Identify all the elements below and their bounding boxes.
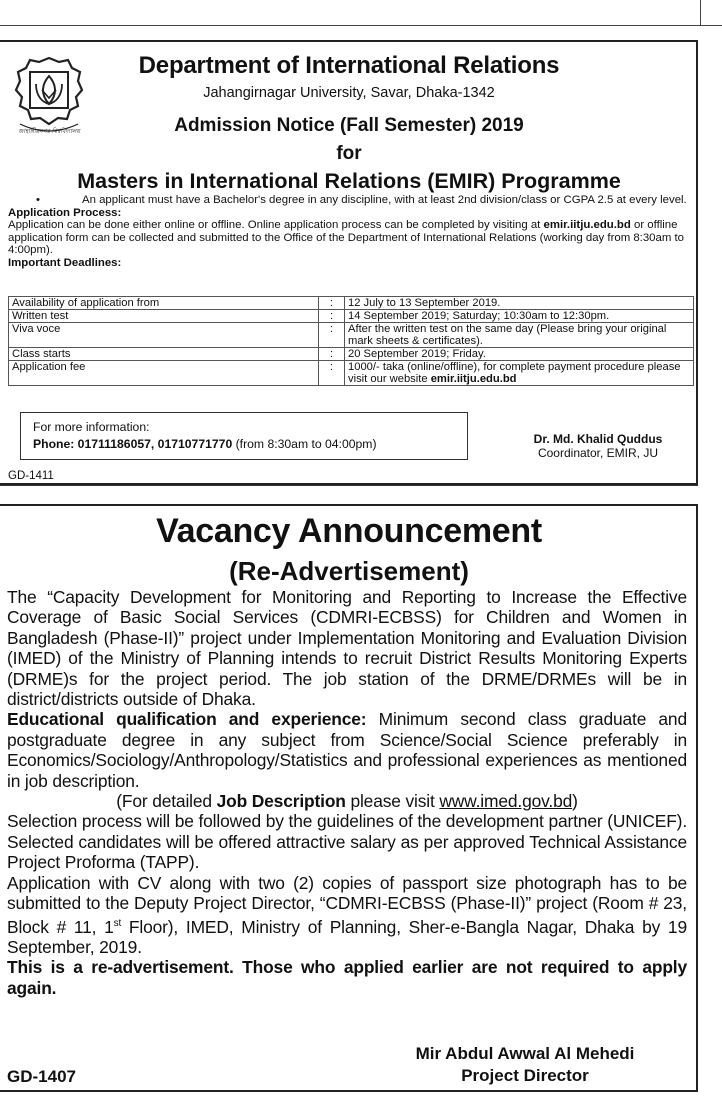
more-info-label: For more information: xyxy=(33,420,150,434)
table-row xyxy=(9,348,694,361)
deadline-sep: : xyxy=(319,348,345,361)
column-rule xyxy=(700,0,701,26)
phone-hours: (from 8:30am to 04:00pm) xyxy=(232,437,377,451)
director-title: Project Director xyxy=(461,1066,589,1085)
deadline-sep: : xyxy=(319,361,345,386)
table-row xyxy=(9,323,694,348)
deadline-value: 12 July to 13 September 2019. xyxy=(345,297,694,310)
programme-title: Masters in International Relations (EMIR) Programme xyxy=(77,169,621,193)
fee-site-link[interactable]: emir.iitju.edu.bd xyxy=(430,373,517,385)
deadline-item: Class starts xyxy=(9,348,319,361)
application-process-pre: Application can be done either online or offline. Online application process can be completed by visiting at xyxy=(8,219,544,231)
apply-post: Floor), IMED, Ministry of Planning, Sher-e-Bangla Nagar, Dhaka by 19 September, 2019. xyxy=(7,916,687,957)
job-description-line xyxy=(7,791,687,811)
seal-text: জাহাঙ্গীরনগর বিশ্ববিদ্যালয় xyxy=(18,128,80,135)
coordinator-name: Dr. Md. Khalid Quddus xyxy=(533,432,663,446)
qualification-text: Minimum second class graduate and postgraduate degree in any subject from Science/Social Science preferably in Economics/Sociology/Anthropology/Statistics and professional experiences as mentioned in job description. xyxy=(7,709,687,791)
deadline-value: After the written test on the same day (Please bring your original mark sheets & certificates). xyxy=(345,323,694,348)
re-advertisement-subtitle: (Re-Advertisement) xyxy=(229,556,469,586)
vacancy-title: Vacancy Announcement xyxy=(156,512,542,550)
imed-website-link[interactable]: www.imed.gov.bd xyxy=(439,791,573,812)
deadline-item: Application fee xyxy=(9,361,319,386)
table-row xyxy=(9,310,694,323)
apply-pre: Application with CV along with two (2) copies of passport size photograph has to be submitted to the Deputy Project Director, “CDMRI-ECBSS (Phase-II)” project (Room # 23, Block # 11, 1 xyxy=(7,872,687,937)
director-name: Mir Abdul Awwal Al Mehedi xyxy=(415,1044,635,1063)
coordinator-signature xyxy=(500,432,696,460)
gd-code: GD-1407 xyxy=(7,1067,76,1086)
divider xyxy=(0,485,698,486)
admission-notice-heading: Admission Notice (Fall Semester) 2019 xyxy=(174,115,524,136)
deadline-value: 20 September 2019; Friday. xyxy=(345,348,694,361)
deadline-item: Written test xyxy=(9,310,319,323)
deadline-item: Availability of application from xyxy=(9,297,319,310)
for-text: for xyxy=(336,143,362,164)
previous-ad-border xyxy=(0,0,722,26)
application-process-label: Application Process: xyxy=(8,206,122,219)
table-row xyxy=(9,361,694,386)
deadline-sep: : xyxy=(319,297,345,310)
selection-paragraph: Selection process will be followed by the guidelines of the development partner (UNICEF). Selected candidates will be offered attractive salary as per approved Technical Assistance Project Proforma (TAPP). xyxy=(7,811,687,873)
phone-numbers: Phone: 01711186057, 01710771770 xyxy=(33,437,233,451)
jd-pre: (For detailed xyxy=(116,791,217,812)
eligibility-text: An applicant must have a Bachelor's degree in any discipline, with at least 2nd division/class or CGPA 2.5 at every level. xyxy=(82,194,687,206)
deadline-value xyxy=(345,361,694,386)
jd-mid: please visit xyxy=(345,791,440,812)
jd-post: ) xyxy=(572,791,578,812)
bullet-icon: • xyxy=(36,194,40,206)
phone-line xyxy=(33,436,455,453)
admission-notice-ad xyxy=(0,40,698,485)
application-process-post: or offline application form can be collected and submitted to the Office of the Department of International Relations (working day from 8:30am to 4:00pm). xyxy=(8,219,685,256)
table-row xyxy=(9,297,694,310)
apply-sup: st xyxy=(113,917,122,929)
application-process-text xyxy=(8,219,692,257)
vacancy-body xyxy=(7,587,687,998)
eligibility-item xyxy=(8,194,692,207)
deadlines-table xyxy=(8,296,694,386)
deadlines-label: Important Deadlines: xyxy=(8,256,122,269)
deadline-item: Viva voce xyxy=(9,323,319,348)
coordinator-title: Coordinator, EMIR, JU xyxy=(537,446,659,460)
application-paragraph xyxy=(7,873,687,957)
application-site-link[interactable]: emir.iitju.edu.bd xyxy=(543,219,631,231)
readvertisement-note: This is a re-advertisement. Those who applied earlier are not required to apply again. xyxy=(7,957,687,998)
admission-body xyxy=(8,194,692,269)
deadline-sep: : xyxy=(319,310,345,323)
project-description: The “Capacity Development for Monitoring and Reporting to Increase the Effective Coverage of Basic Social Services (CDMRI-ECBSS) for Children and Women in Bangladesh (Phase-II)” project under Implementation Monitoring and Evaluation Division (IMED) of the Ministry of Planning intends to recruit District Results Monitoring Experts (DRME)s for the project period. The job station of the DRME/DRMEs will be in district/districts outside of Dhaka. xyxy=(7,587,687,710)
department-title: Department of International Relations xyxy=(138,52,560,79)
jd-bold: Job Description xyxy=(216,791,346,812)
fee-text: 1000/- taka (online/offline), for complete payment procedure please visit our website xyxy=(348,361,681,385)
vacancy-announcement-ad xyxy=(0,504,698,1092)
more-info-box xyxy=(20,412,468,460)
project-director-signature xyxy=(360,1043,690,1087)
university-address: Jahangirnagar University, Savar, Dhaka-1342 xyxy=(203,85,495,101)
deadline-value: 14 September 2019; Saturday; 10:30am to 12:30pm. xyxy=(345,310,694,323)
gd-code: GD-1411 xyxy=(8,470,54,482)
deadline-sep: : xyxy=(319,323,345,348)
qualification-paragraph xyxy=(7,709,687,791)
qualification-label: Educational qualification and experience: xyxy=(7,709,367,730)
